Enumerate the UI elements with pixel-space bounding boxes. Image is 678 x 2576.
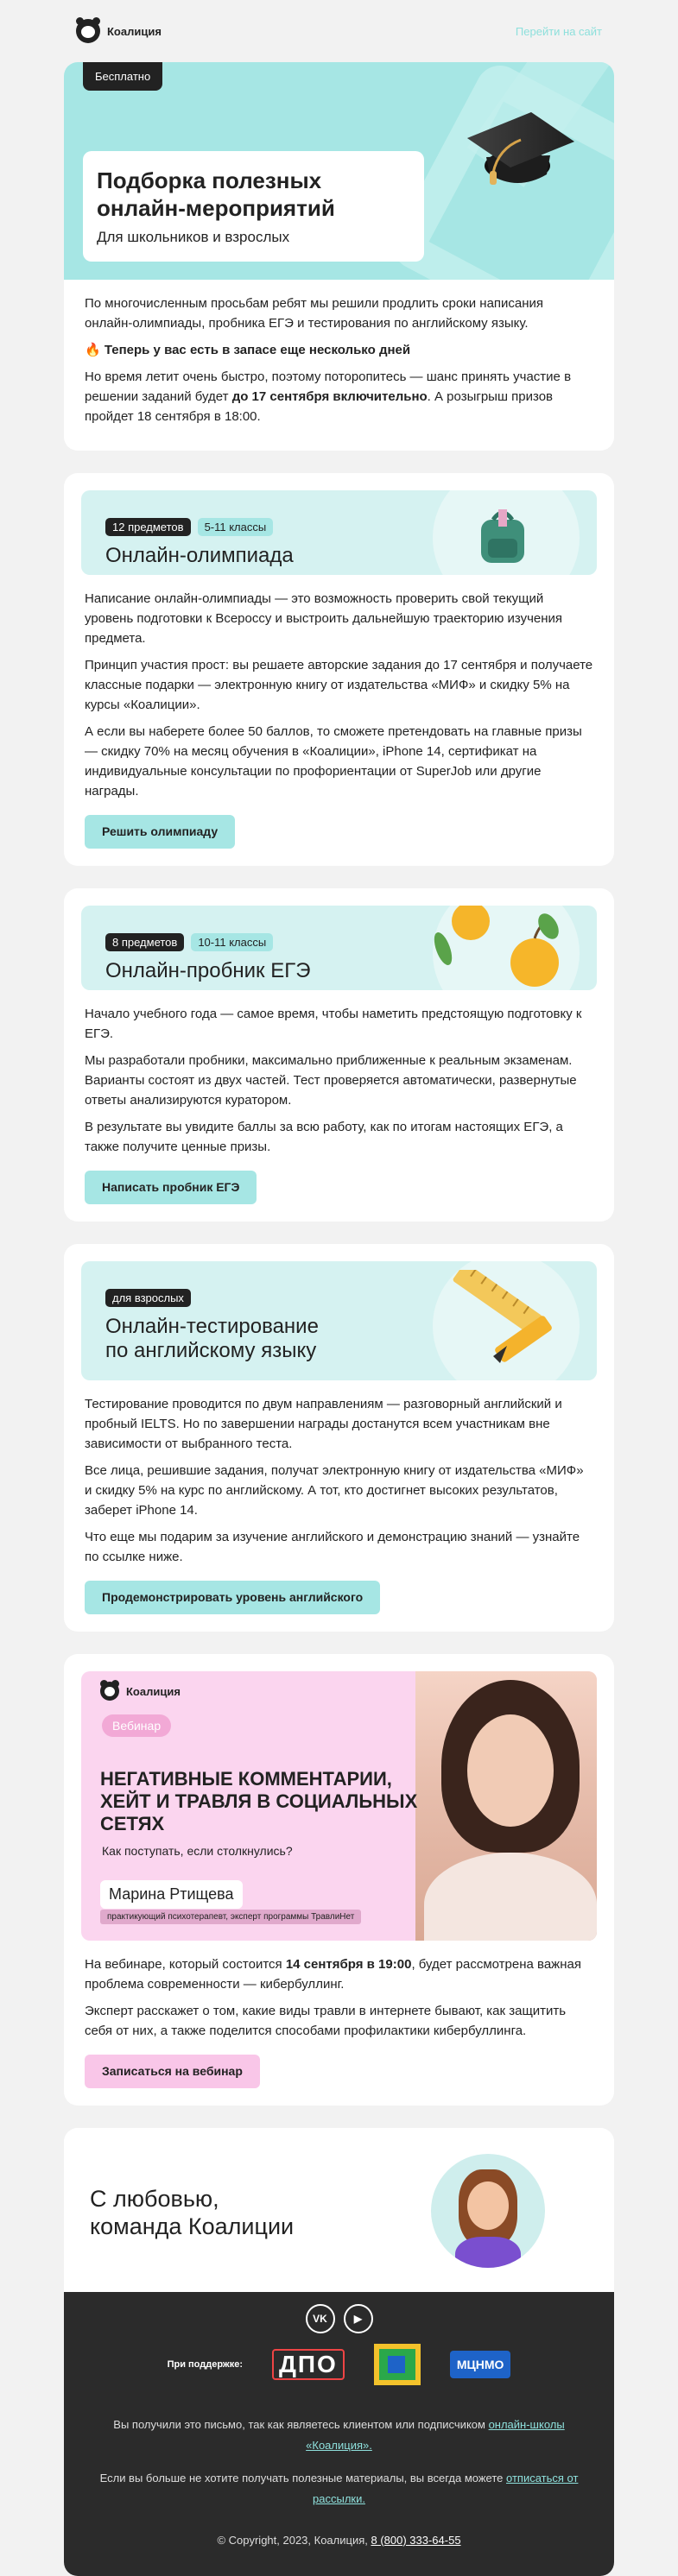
solve-olympiad-button[interactable]: Решить олимпиаду bbox=[85, 815, 235, 849]
koala-logo-icon bbox=[100, 1682, 119, 1701]
unsubscribe-note: Если вы больше не хотите получать полезные материалы, вы всегда можете отписаться от рассылки. bbox=[99, 2472, 579, 2505]
speaker-role: практикующий психотерапевт, эксперт программы ТравлиНет bbox=[100, 1910, 361, 1924]
youtube-icon[interactable]: ▶ bbox=[344, 2304, 373, 2333]
mcnmo-logo: МЦНМО bbox=[450, 2351, 511, 2378]
english-title: Онлайн-тестирование по английскому языку bbox=[105, 1315, 319, 1362]
backpack-icon bbox=[472, 504, 533, 566]
webinar-pill: Вебинар bbox=[102, 1714, 171, 1737]
ruler-pencil-icon bbox=[433, 1270, 571, 1373]
signoff-text: С любовью, команда Коалиции bbox=[90, 2186, 295, 2239]
speaker-photo bbox=[415, 1671, 597, 1941]
english-paragraph: Все лица, решившие задания, получат электронную книгу от издательства «МИФ» и скидку 5% на курс по английскому. А тот, кто достигнет высоких результатов, заберет iPhone 14. bbox=[85, 1463, 584, 1518]
intro-highlight: 🔥 Теперь у вас есть в запасе еще несколько дней bbox=[85, 343, 411, 357]
speaker-name: Марина Ртищева bbox=[100, 1880, 243, 1909]
intro-paragraph: По многочисленным просьбам ребят мы решили продлить сроки написания онлайн-олимпиады, пробника ЕГЭ и тестирования по английскому языку. bbox=[85, 296, 544, 331]
ege-paragraph: Мы разработали пробники, максимально приближенные к реальным экзаменам. Варианты состоят из двух частей. Тест проверяется автоматически, развернутые ответы анализируются куратором. bbox=[85, 1053, 577, 1108]
hero-title-box bbox=[83, 151, 424, 262]
english-card bbox=[64, 1244, 614, 1632]
koala-logo-icon bbox=[76, 19, 100, 43]
webinar-paragraph: На вебинаре, который состоится 14 сентября в 19:00, будет рассмотрена важная проблема современности — кибербуллинг. bbox=[85, 1957, 581, 1992]
hero-subtitle: Для школьников и взрослых bbox=[97, 229, 290, 245]
olympiad-paragraph: Написание онлайн-олимпиады — это возможность проверить свой текущий уровень подготовки к Всеросcу и выстроить дальнейшую траекторию изучения предмета. bbox=[85, 591, 563, 646]
webinar-paragraph: Эксперт расскажет о том, какие виды травли в интернете бывают, как защитить себя от них, а также поделится способами профилактики кибербуллинга. bbox=[85, 2004, 567, 2038]
subscription-note: Вы получили это письмо, так как являетесь клиентом или подписчиком онлайн-школы «Коалиция». bbox=[113, 2418, 565, 2452]
team-signoff bbox=[64, 2128, 614, 2292]
webinar-banner bbox=[81, 1671, 597, 1941]
ege-paragraph: В результате вы увидите баллы за всю работу, как по итогам настоящих ЕГЭ, а также получите ценные призы. bbox=[85, 1120, 563, 1154]
olympiad-card bbox=[64, 473, 614, 866]
email-container bbox=[64, 0, 614, 2576]
webinar-logo: Коалиция bbox=[100, 1682, 181, 1701]
subjects-tag: 8 предметов bbox=[105, 933, 184, 951]
phone-link[interactable]: 8 (800) 333-64-55 bbox=[371, 2534, 461, 2547]
olympiad-paragraph: А если вы наберете более 50 баллов, то сможете претендовать на главные призы — скидку 70% на месяц обучения в «Коалиции», iPhone 14, сертификат на индивидуальные консультации по профориентации от SuperJob или другие награды. bbox=[85, 724, 582, 799]
olympiad-paragraph: Принцип участия прост: вы решаете авторские задания до 17 сентября и получаете классные подарки — электронную книгу от издательства «МИФ» и скидку 5% на курсы «Коалиции». bbox=[85, 658, 593, 712]
apple-icon bbox=[433, 906, 571, 990]
intro-deadline: Но время летит очень быстро, поэтому поторопитесь — шанс принять участие в решении заданий будет до 17 сентября включительно. А розыгрыш призов пройдет 18 сентября в 18:00. bbox=[85, 369, 572, 424]
english-paragraph: Что еще мы подарим за изучение английского и демонстрацию знаний — узнайте по ссылке ниже. bbox=[85, 1530, 580, 1564]
english-paragraph: Тестирование проводится по двум направлениям — разговорный английский и пробный IELTS. Но по завершении награды достанутся всем участникам вне зависимости от выбранного теста. bbox=[85, 1397, 562, 1451]
footer bbox=[64, 2292, 614, 2576]
write-ege-button[interactable]: Написать пробник ЕГЭ bbox=[85, 1171, 257, 1204]
olympiad-header bbox=[81, 490, 597, 575]
english-header bbox=[81, 1261, 597, 1380]
school-link[interactable]: онлайн-школы «Коалиция». bbox=[306, 2418, 565, 2452]
webinar-question: Как поступать, если столкнулись? bbox=[102, 1844, 293, 1858]
register-webinar-button[interactable]: Записаться на вебинар bbox=[85, 2055, 260, 2088]
graduation-cap-icon bbox=[464, 97, 576, 200]
ege-header bbox=[81, 906, 597, 990]
ege-title: Онлайн-пробник ЕГЭ bbox=[105, 959, 311, 982]
logo-text: Коалиция bbox=[107, 24, 162, 38]
site-link[interactable]: Перейти на сайт bbox=[515, 24, 602, 38]
signoff-card bbox=[64, 2128, 614, 2576]
social-links bbox=[90, 2304, 588, 2333]
subjects-tag: 12 предметов bbox=[105, 518, 191, 536]
olympiad-text bbox=[64, 575, 614, 866]
grades-tag: 10-11 классы bbox=[191, 933, 273, 951]
intro-text bbox=[64, 280, 614, 451]
hero-title: Подборка полезных онлайн-мероприятий bbox=[97, 167, 335, 221]
partner-cube-logo bbox=[374, 2344, 421, 2385]
unsubscribe-link[interactable]: отписаться от рассылки. bbox=[313, 2472, 579, 2505]
dpo-logo: ДПО bbox=[272, 2349, 345, 2380]
demonstrate-english-button[interactable]: Продемонстрировать уровень английского bbox=[85, 1581, 380, 1614]
english-text bbox=[64, 1380, 614, 1632]
webinar-card bbox=[64, 1654, 614, 2106]
email-header bbox=[64, 0, 614, 62]
vk-icon[interactable]: VK bbox=[306, 2304, 335, 2333]
copyright: © Copyright, 2023, Коалиция, 8 (800) 333-64-55 bbox=[217, 2534, 461, 2547]
ege-text bbox=[64, 990, 614, 1222]
team-avatar bbox=[431, 2154, 545, 2268]
intro-card bbox=[64, 62, 614, 451]
ege-paragraph: Начало учебного года — самое время, чтобы наметить предстоящую подготовку к ЕГЭ. bbox=[85, 1007, 582, 1041]
support-label: При поддержке: bbox=[167, 2359, 243, 2370]
logo[interactable] bbox=[76, 19, 162, 43]
partners-row bbox=[90, 2344, 588, 2385]
free-badge: Бесплатно bbox=[83, 62, 162, 91]
audience-tag: для взрослых bbox=[105, 1289, 191, 1307]
hero-banner bbox=[64, 62, 614, 280]
grades-tag: 5-11 классы bbox=[198, 518, 274, 536]
olympiad-title: Онлайн-олимпиада bbox=[105, 544, 294, 567]
webinar-title: НЕГАТИВНЫЕ КОММЕНТАРИИ, ХЕЙТ И ТРАВЛЯ В СОЦИАЛЬНЫХ СЕТЯХ bbox=[100, 1768, 418, 1834]
webinar-text bbox=[64, 1941, 614, 2106]
ege-card bbox=[64, 888, 614, 1222]
